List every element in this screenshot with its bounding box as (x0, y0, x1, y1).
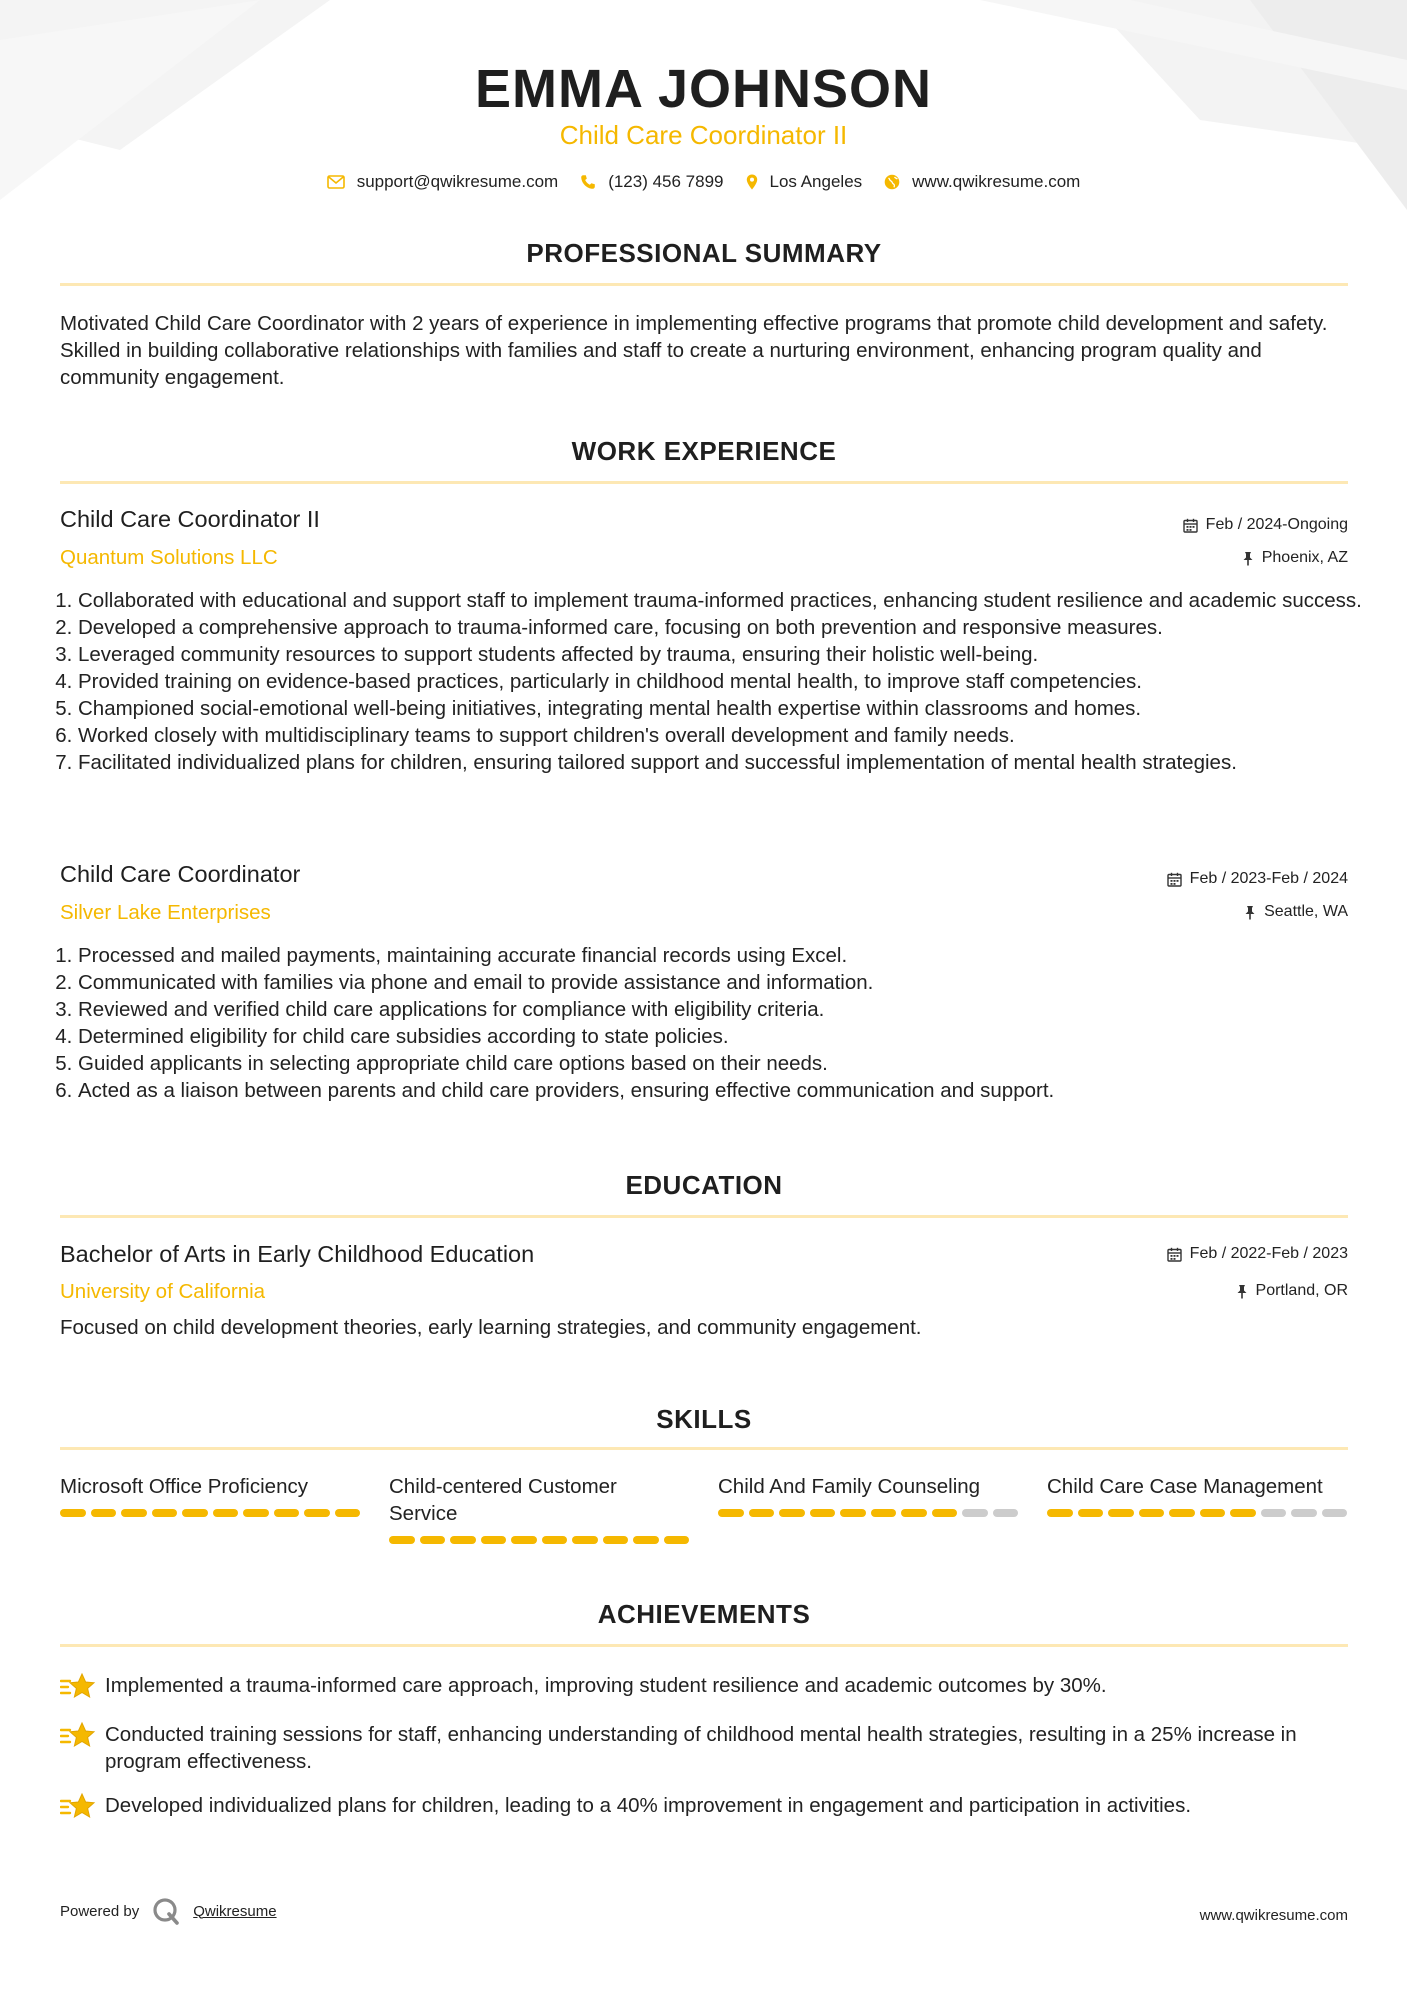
job-bullets (60, 587, 1370, 776)
job-title: Child Care Coordinator II (60, 506, 320, 532)
calendar-icon (1167, 1247, 1182, 1262)
pushpin-icon (1236, 1284, 1248, 1299)
job-location (1242, 549, 1348, 567)
skill-dot-filled (633, 1536, 659, 1544)
skill-dot-filled (121, 1509, 147, 1517)
skill-dot-empty (1291, 1509, 1317, 1517)
skill-dot-filled (1230, 1509, 1256, 1517)
job-location-text: Phoenix, AZ (1261, 549, 1348, 566)
skill-name: Child And Family Counseling (718, 1475, 981, 1498)
candidate-name: EMMA JOHNSON (474, 59, 933, 119)
skill-dot-filled (718, 1509, 744, 1517)
job-dates (1183, 516, 1348, 534)
skill-dot-empty (1322, 1509, 1348, 1517)
skills-grid (60, 1473, 1350, 1544)
skill-dot-filled (91, 1509, 117, 1517)
list-item: 5. Guided applicants in selecting appropriate child care options based on their needs. (78, 1050, 1370, 1077)
job-title: Child Care Coordinator (60, 861, 301, 887)
skill-item (718, 1473, 1018, 1544)
skill-dot-filled (901, 1509, 927, 1517)
contact-email[interactable] (327, 172, 559, 192)
section-title-achievements: ACHIEVEMENTS (597, 1599, 811, 1629)
list-item: 1. Processed and mailed payments, maintaining accurate financial records using Excel. (78, 942, 1370, 969)
list-item: 6. Acted as a liaison between parents and child care providers, ensuring effective communication and support. (78, 1077, 1370, 1104)
skill-dot-filled (749, 1509, 775, 1517)
skill-item (389, 1473, 689, 1544)
skill-dot-empty (993, 1509, 1019, 1517)
contact-phone[interactable] (580, 172, 723, 192)
education-location (1236, 1282, 1348, 1300)
skill-dot-filled (481, 1536, 507, 1544)
map-pin-icon (746, 174, 758, 190)
skill-rating (389, 1536, 689, 1544)
star-badge-icon (60, 1792, 96, 1824)
skill-dot-filled (603, 1536, 629, 1544)
education-dates-text: Feb / 2022-Feb / 2023 (1189, 1245, 1348, 1262)
skill-name: Microsoft Office Proficiency (60, 1475, 308, 1498)
list-item: 5. Championed social-emotional well-being initiatives, integrating mental health expertise within classrooms and homes. (78, 695, 1370, 722)
skill-dot-filled (1047, 1509, 1073, 1517)
skill-dot-filled (1169, 1509, 1195, 1517)
skill-dot-filled (335, 1509, 361, 1517)
education-dates (1167, 1245, 1348, 1263)
skill-dot-filled (664, 1536, 690, 1544)
company-name: Quantum Solutions LLC (60, 546, 278, 569)
skill-item (60, 1473, 360, 1544)
pushpin-icon (1242, 551, 1254, 566)
job-dates (1167, 870, 1348, 888)
skill-dot-filled (511, 1536, 537, 1544)
achievement-text: Developed individualized plans for children, leading to a 40% improvement in engagement and participation in activities. (105, 1794, 1192, 1817)
section-divider (60, 1215, 1348, 1218)
list-item: 7. Facilitated individualized plans for children, ensuring tailored support and successful implementation of mental health strategies. (78, 749, 1370, 776)
list-item: 1. Collaborated with educational and support staff to implement trauma-informed practices, enhancing student resilience and academic success. (78, 587, 1370, 614)
contact-location (746, 172, 863, 192)
skill-dot-filled (779, 1509, 805, 1517)
education-location-text: Portland, OR (1255, 1282, 1348, 1299)
skill-dot-empty (1261, 1509, 1287, 1517)
list-item: 2. Developed a comprehensive approach to trauma-informed care, focusing on both prevention and responsive measures. (78, 614, 1370, 641)
qwikresume-link[interactable]: Qwikresume (193, 1902, 277, 1920)
skill-dot-filled (932, 1509, 958, 1517)
skill-dot-filled (182, 1509, 208, 1517)
calendar-icon (1183, 518, 1198, 533)
star-badge-icon (60, 1721, 96, 1753)
candidate-title: Child Care Coordinator II (559, 120, 848, 150)
section-title-experience: WORK EXPERIENCE (571, 436, 837, 466)
job-location (1244, 903, 1348, 921)
skill-dot-filled (274, 1509, 300, 1517)
skill-dot-filled (1078, 1509, 1104, 1517)
powered-by-label: Powered by (60, 1902, 140, 1920)
achievement-item (60, 1792, 1350, 1824)
calendar-icon (1167, 872, 1182, 887)
skill-dot-filled (1200, 1509, 1226, 1517)
section-divider (60, 1644, 1348, 1647)
achievement-item (60, 1672, 1350, 1704)
company-name: Silver Lake Enterprises (60, 901, 271, 924)
skill-dot-filled (810, 1509, 836, 1517)
job-dates-text: Feb / 2024-Ongoing (1205, 516, 1348, 533)
skill-rating (1047, 1509, 1347, 1517)
contact-bar (0, 172, 1407, 192)
list-item: 6. Worked closely with multidisciplinary teams to support children's overall development and family needs. (78, 722, 1370, 749)
section-title-summary: PROFESSIONAL SUMMARY (526, 238, 882, 268)
skill-dot-filled (304, 1509, 330, 1517)
contact-website[interactable] (884, 172, 1080, 192)
section-title-skills: SKILLS (656, 1404, 752, 1434)
skill-dot-filled (840, 1509, 866, 1517)
list-item: 3. Reviewed and verified child care applications for compliance with eligibility criteria. (78, 996, 1370, 1023)
education-description: Focused on child development theories, early learning strategies, and community engagement. (60, 1316, 922, 1339)
globe-icon (884, 174, 900, 190)
skill-dot-filled (572, 1536, 598, 1544)
skill-dot-filled (542, 1536, 568, 1544)
contact-email-text: support@qwikresume.com (356, 172, 559, 191)
job-dates-text: Feb / 2023-Feb / 2024 (1189, 870, 1348, 887)
skill-dot-filled (420, 1536, 446, 1544)
list-item: 4. Provided training on evidence-based practices, particularly in childhood mental health, to improve staff competencies. (78, 668, 1370, 695)
skill-dot-filled (1139, 1509, 1165, 1517)
skill-rating (718, 1509, 1018, 1517)
skill-dot-filled (213, 1509, 239, 1517)
degree-title: Bachelor of Arts in Early Childhood Education (60, 1241, 535, 1267)
envelope-icon (327, 175, 345, 189)
summary-text: Motivated Child Care Coordinator with 2 years of experience in implementing effective programs that promote child development and safety. Skilled in building collaborative relationships with families and staff to create a nurturing environment, enhancing program quality and community engagement. (60, 312, 1328, 389)
section-divider (60, 283, 1348, 286)
contact-website-text: www.qwikresume.com (912, 172, 1081, 191)
skill-dot-empty (962, 1509, 988, 1517)
section-divider (60, 481, 1348, 484)
contact-location-text: Los Angeles (769, 172, 863, 191)
list-item: 2. Communicated with families via phone and email to provide assistance and information. (78, 969, 1370, 996)
list-item: 4. Determined eligibility for child care subsidies according to state policies. (78, 1023, 1370, 1050)
skill-name: Child Care Case Management (1047, 1475, 1323, 1498)
skill-dot-filled (450, 1536, 476, 1544)
skill-dot-filled (152, 1509, 178, 1517)
section-title-education: EDUCATION (625, 1170, 783, 1200)
list-item: 3. Leveraged community resources to support students affected by trauma, ensuring their holistic well-being. (78, 641, 1370, 668)
phone-icon (580, 174, 596, 190)
footer-url[interactable]: www.qwikresume.com (1199, 1907, 1348, 1924)
contact-phone-text: (123) 456 7899 (608, 172, 724, 191)
skill-name: Child-centered Customer Service (389, 1475, 617, 1525)
skill-dot-filled (243, 1509, 269, 1517)
job-bullets (60, 942, 1370, 1104)
footer-powered-by (60, 1896, 277, 1926)
skill-dot-filled (389, 1536, 415, 1544)
job-location-text: Seattle, WA (1264, 903, 1348, 920)
achievement-text: Implemented a trauma-informed care approach, improving student resilience and academic outcomes by 30%. (105, 1674, 1107, 1697)
school-name: University of California (60, 1280, 266, 1303)
qwikresume-logo-icon (151, 1896, 181, 1926)
skill-item (1047, 1473, 1347, 1544)
skill-dot-filled (60, 1509, 86, 1517)
achievements-list (60, 1672, 1350, 1841)
achievement-text: Conducted training sessions for staff, enhancing understanding of childhood mental health strategies, resulting in a 25% increase in program effectiveness. (105, 1723, 1297, 1773)
skill-rating (60, 1509, 360, 1517)
section-divider (60, 1447, 1348, 1450)
skill-dot-filled (871, 1509, 897, 1517)
skill-dot-filled (1108, 1509, 1134, 1517)
achievement-item (60, 1721, 1350, 1775)
pushpin-icon (1244, 905, 1256, 920)
star-badge-icon (60, 1672, 96, 1704)
